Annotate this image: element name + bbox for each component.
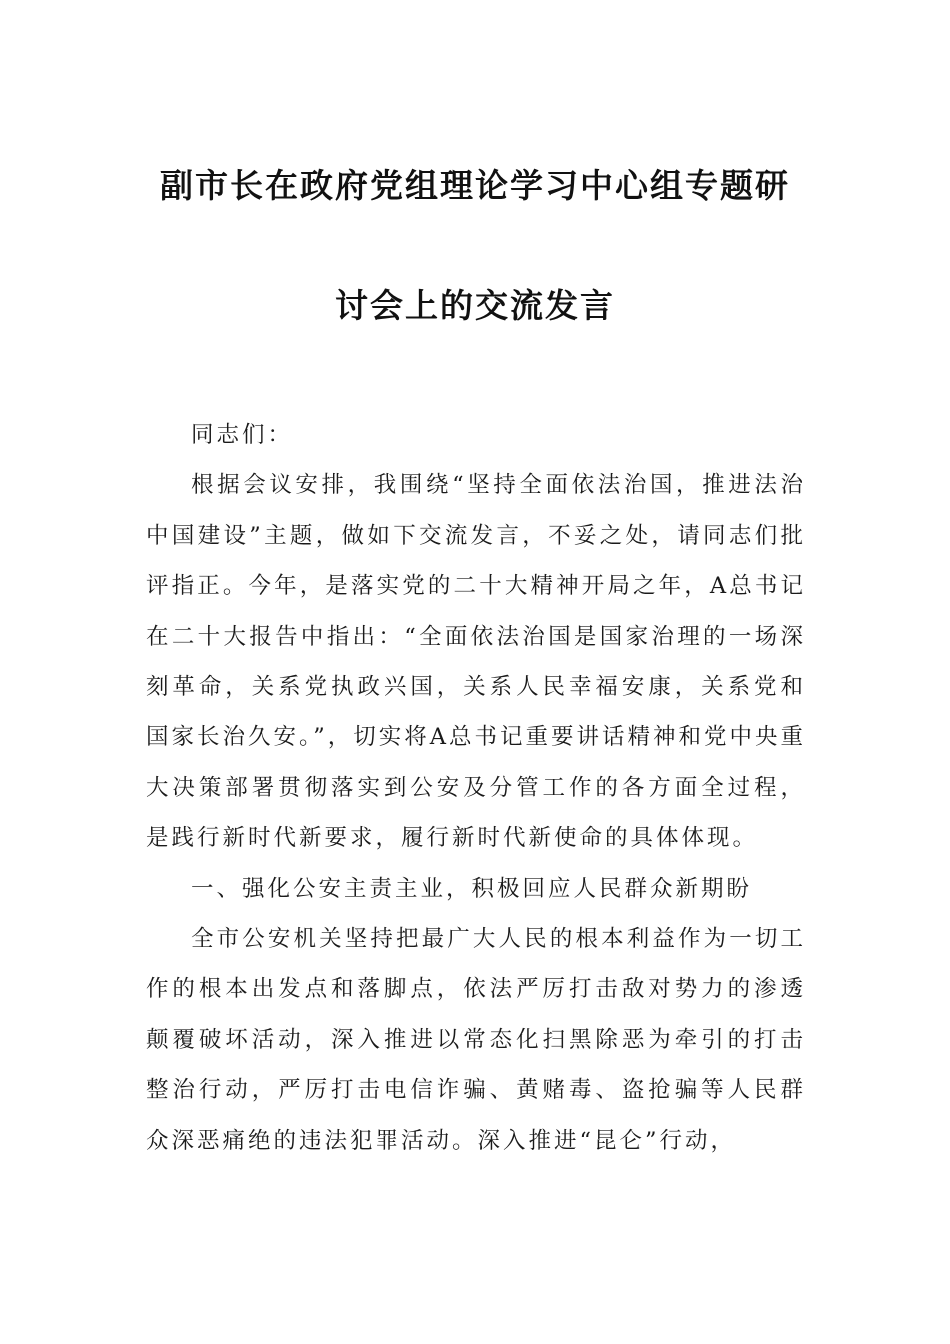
salutation: 同志们： [191, 422, 294, 448]
document-title-line-1: 副市长在政府党组理论学习中心组专题研 [160, 166, 790, 205]
body-paragraph: 根据会议安排，我围绕“坚持全面依法治国，推进法治中国建设”主题，做如下交流发言，不妥之处，请同志们批评指正。今年，是落实党的二十大精神开局之年，A总书记在二十大报告中指出：“全面依法治国是国家治理的一场深刻革命，关系党执政兴国，关系人民幸福安康，关系党和国家长治久安。”，切实将A总书记重要讲话精神和党中央重大决策部署贯彻落实到公安及分管工作的各方面全过程，是践行新时代新要求，履行新时代新使命的具体体现。 [146, 472, 807, 852]
section-heading: 一、强化公安主责主业，积极回应人民群众新期盼 [191, 875, 753, 902]
document-title-line-2: 讨会上的交流发言 [335, 286, 615, 325]
body-paragraph: 全市公安机关坚持把最广大人民的根本利益作为一切工作的根本出发点和落脚点，依法严厉打击敌对势力的渗透颠覆破坏活动，深入推进以常态化扫黑除恶为牵引的打击整治行动，严厉打击电信诈骗、黄赌毒、盗抢骗等人民群众深恶痛绝的违法犯罪活动。深入推进“昆仑”行动， [146, 926, 806, 1154]
document-body [146, 410, 806, 1166]
